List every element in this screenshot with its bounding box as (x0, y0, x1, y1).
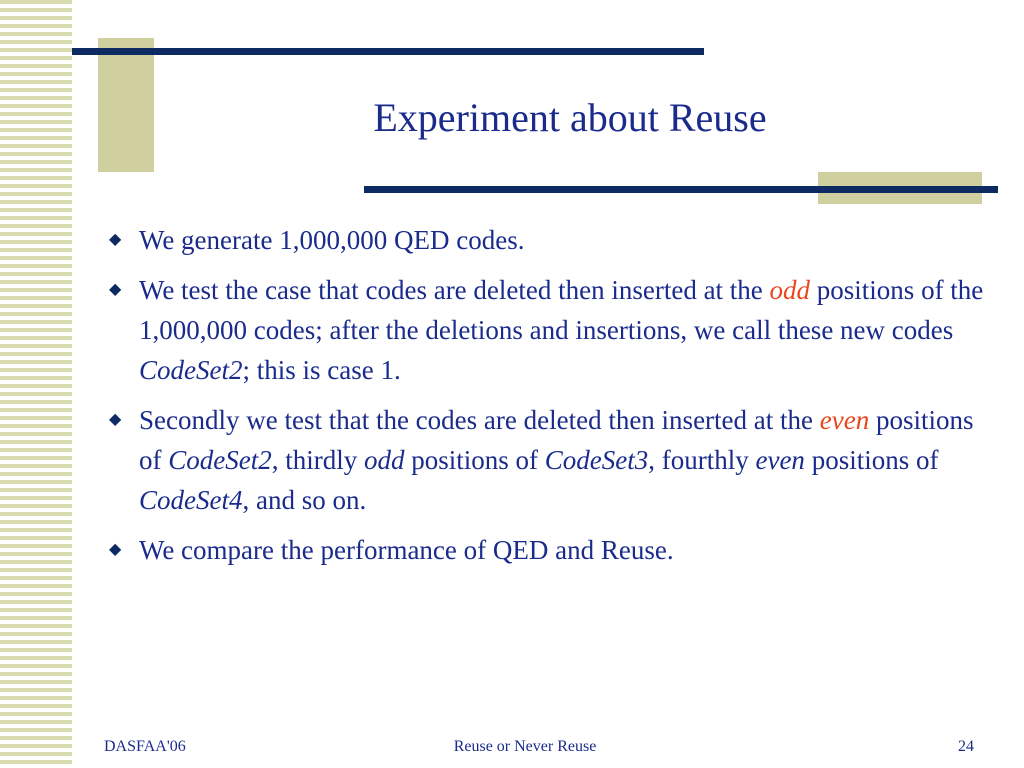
bullet-text-segment: ; this is case 1. (242, 355, 401, 385)
bullet-text-segment: positions of (804, 445, 939, 475)
bullet-text-segment: odd (363, 445, 405, 475)
bullet-text-segment: We compare the performance of QED and Reuse. (139, 535, 674, 565)
diamond-bullet-icon: ◆ (109, 281, 122, 298)
bullet-item (105, 400, 985, 520)
bullet-text-segment: even (755, 445, 805, 475)
decorative-bar-right (364, 186, 998, 193)
footer-center: Reuse or Never Reuse (453, 738, 597, 755)
bullet-text-segment: , thirdly (271, 445, 364, 475)
footer-left: DASFAA'06 (104, 738, 186, 755)
bullet-text-segment: even (819, 405, 870, 435)
bullet-text-segment: CodeSet3 (544, 445, 649, 475)
bullet-text-segment: positions of the 1,000,000 codes; after the deletions and insertions, we call these new codes (139, 275, 984, 345)
decorative-block-top (98, 38, 154, 172)
bullet-text-segment: We test the case that codes are deleted then inserted at the (139, 275, 770, 305)
bullet-text-segment: , and so on. (242, 485, 367, 515)
bullet-text-segment: , fourthly (648, 445, 756, 475)
bullet-item (105, 530, 985, 570)
slide-title: Experiment about Reuse (373, 95, 767, 140)
decorative-bar-top (72, 48, 704, 55)
diamond-bullet-icon: ◆ (109, 541, 122, 558)
bullet-text-segment: odd (769, 275, 811, 305)
footer-page-number: 24 (958, 738, 974, 755)
bullet-text-segment: We generate 1,000,000 QED codes. (139, 225, 525, 255)
bullet-list (105, 220, 985, 580)
bullet-item (105, 270, 985, 390)
bullet-text-segment: positions of (404, 445, 545, 475)
diamond-bullet-icon: ◆ (109, 231, 122, 248)
bullet-item (105, 220, 985, 260)
diamond-bullet-icon: ◆ (109, 411, 122, 428)
bullet-text-segment: CodeSet4 (139, 485, 243, 515)
decorative-stripes (0, 0, 72, 768)
bullet-text-segment: CodeSet2 (168, 445, 272, 475)
bullet-text-segment: positions of (139, 405, 974, 475)
bullet-text-segment: Secondly we test that the codes are deleted then inserted at the (139, 405, 820, 435)
bullet-text-segment: CodeSet2 (139, 355, 243, 385)
